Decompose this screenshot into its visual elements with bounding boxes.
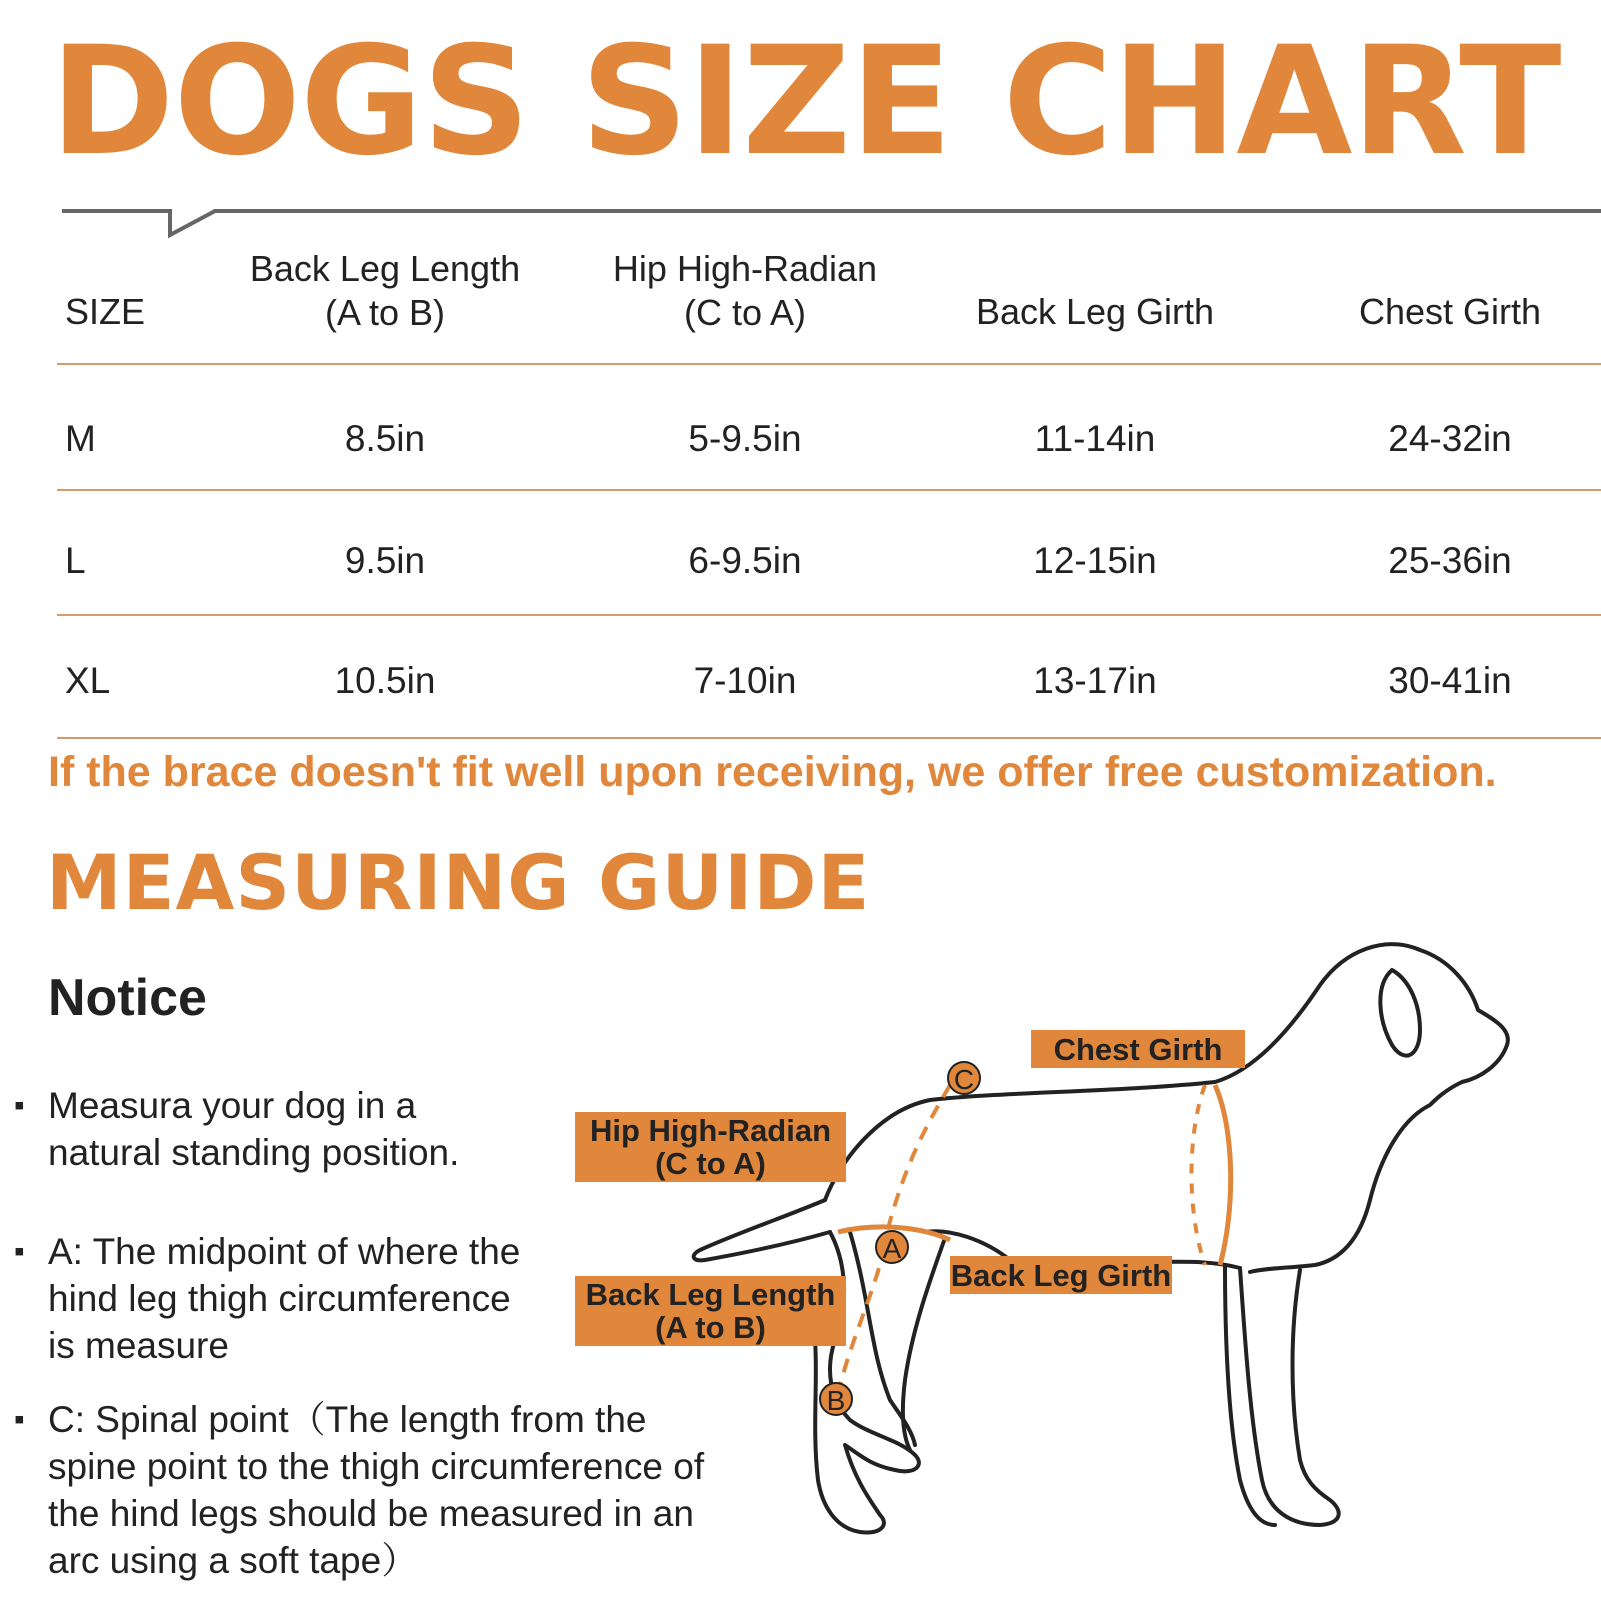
table-divider — [57, 737, 1601, 739]
cell-hip-high-radian: 7-10in — [693, 660, 797, 701]
cell-hip-high-radian: 5-9.5in — [688, 418, 802, 459]
header-size: SIZE — [65, 291, 146, 332]
cell-size: M — [65, 418, 96, 459]
back-leg-length-tag: Back Leg Length (A to B) — [575, 1276, 846, 1346]
cell-back-leg-girth: 11-14in — [1034, 418, 1156, 459]
cell-chest-girth: 30-41in — [1388, 660, 1512, 701]
bullet-icon: ▪ — [14, 1403, 25, 1436]
dog-body-outline — [825, 944, 1508, 1272]
dog-tail-outline — [694, 1200, 830, 1260]
hip-high-radian-tag: Hip High-Radian (C to A) — [575, 1112, 846, 1182]
table-divider — [57, 363, 1601, 365]
header-back-leg-girth: Back Leg Girth — [975, 291, 1215, 332]
chest-girth-tag: Chest Girth — [1031, 1030, 1245, 1068]
cell-back-leg-length: 9.5in — [344, 540, 426, 581]
bullet-icon: ▪ — [14, 1235, 25, 1268]
bullet-icon: ▪ — [14, 1089, 25, 1122]
table-divider — [57, 614, 1601, 616]
cell-back-leg-length: 8.5in — [344, 418, 426, 459]
dog-front-leg-outline — [1240, 1268, 1339, 1525]
cell-size: L — [65, 540, 86, 581]
hip-radian-line — [885, 1085, 950, 1240]
customization-note: If the brace doesn't fit well upon receiving, we offer free customization. — [48, 748, 1497, 796]
notice-title: Notice — [48, 969, 207, 1027]
point-a-label: A — [882, 1233, 902, 1264]
cell-chest-girth: 24-32in — [1388, 418, 1512, 459]
measuring-guide-title: MEASURING GUIDE — [46, 838, 871, 927]
cell-back-leg-girth: 13-17in — [1033, 660, 1157, 701]
header-chest-girth: Chest Girth — [1358, 291, 1542, 332]
cell-size: XL — [65, 660, 111, 701]
chest-girth-line — [1191, 1085, 1205, 1265]
notice-bullet: ▪ Measura your dog in a natural standing position. — [14, 1082, 754, 1176]
header-back-leg-length: Back Leg Length (A to B) — [249, 248, 521, 333]
cell-back-leg-girth: 12-15in — [1033, 540, 1157, 581]
header-hip-high-radian: Hip High-Radian (C to A) — [612, 248, 878, 333]
page-title: DOGS SIZE CHART — [50, 15, 1561, 189]
point-c-label: C — [953, 1064, 975, 1095]
cell-back-leg-length: 10.5in — [334, 660, 436, 701]
speech-bubble-divider — [0, 195, 1601, 245]
table-divider — [57, 489, 1601, 491]
back-leg-girth-tag: Back Leg Girth — [950, 1257, 1172, 1293]
notice-bullet: ▪ A: The midpoint of where the hind leg thigh circumference is measure — [14, 1228, 754, 1369]
dog-ear-outline — [1380, 970, 1420, 1056]
cell-chest-girth: 25-36in — [1388, 540, 1512, 581]
point-b-label: B — [826, 1385, 846, 1416]
cell-hip-high-radian: 6-9.5in — [688, 540, 802, 581]
notice-bullet: ▪ C: Spinal point（The length from the spine point to the thigh circumference of the hind legs should be measured in an arc using a soft tape） — [14, 1396, 754, 1584]
chest-girth-solid-line — [1215, 1085, 1231, 1265]
